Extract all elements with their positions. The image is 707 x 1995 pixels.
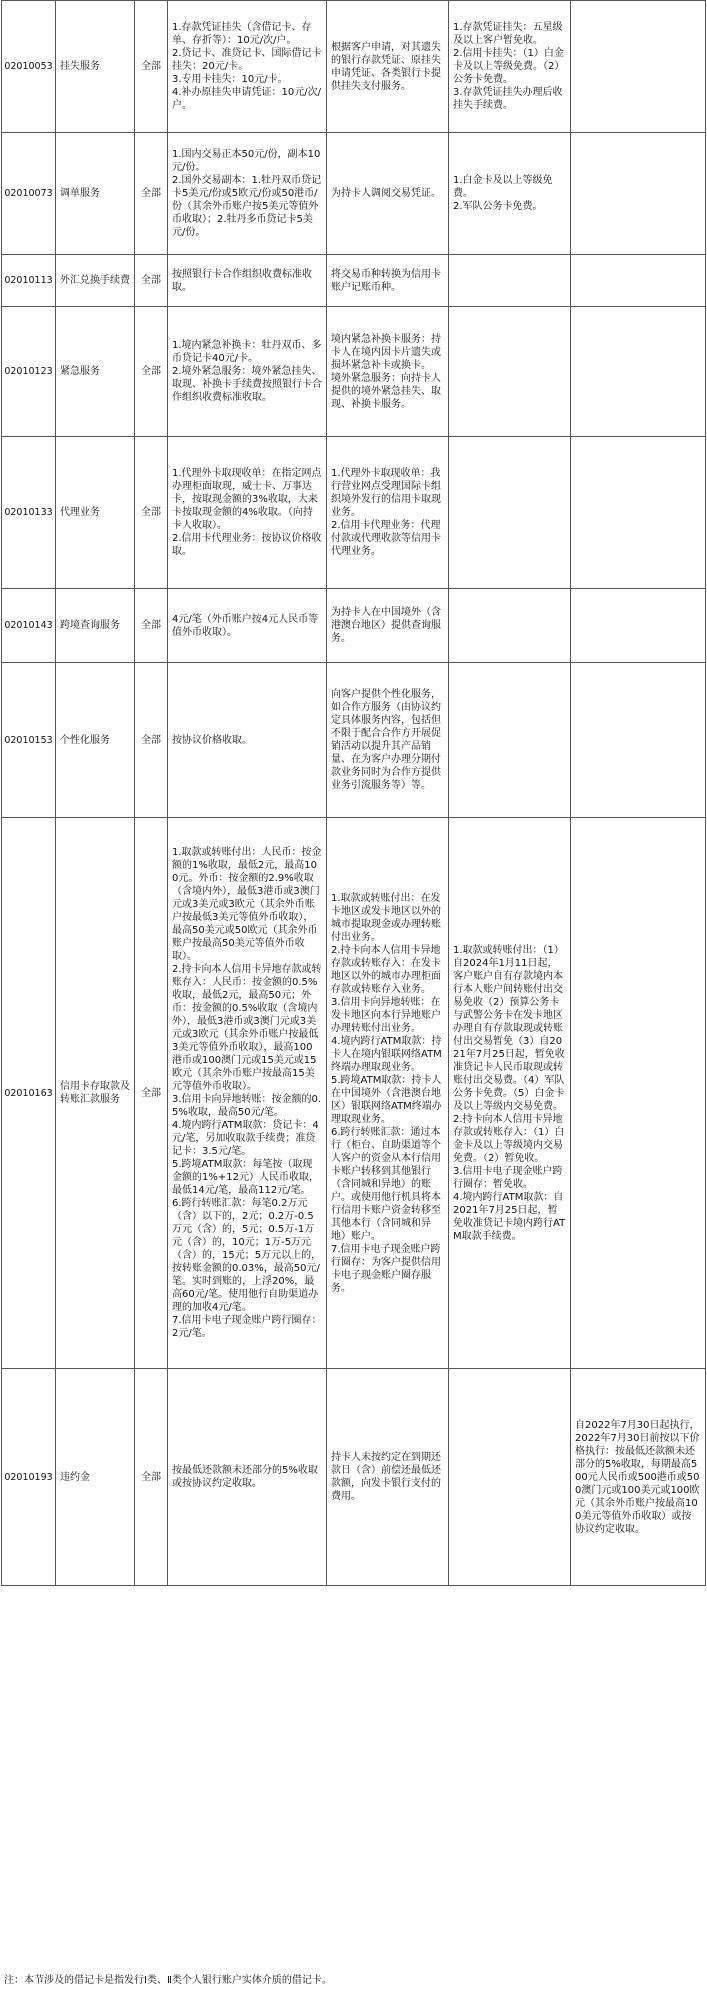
cell-line: 3.信用卡向异地转账：按金额的0.5%收取，最高50元/笔。 xyxy=(172,1094,322,1118)
cell-line: 3.信用卡向异地转账：在发卡地区向本行异地账户办理转账付出业务。 xyxy=(331,996,441,1034)
cell-line: 3.专用卡挂失：10元/卡。 xyxy=(172,74,288,85)
service-description xyxy=(327,1369,449,1586)
cell-line: 1.代理外卡取现收单：在指定网点办理柜面取现，威士卡、万事达卡，按取现金额的3%收取，大来卡按取现金额的4%收取。（向持卡人收取）。 xyxy=(172,468,322,531)
cell-line: 按最低还款额未还部分的5%收取或按协议约定收取。 xyxy=(172,1465,318,1489)
item-name: 个性化服务 xyxy=(56,663,135,818)
fee-standard xyxy=(168,437,327,589)
service-description xyxy=(327,589,449,663)
cell-line: 2.持卡向本人信用卡异地存款或转账存入：（1）白金卡及以上等级境内交易免费。（2）暂免收。 xyxy=(453,1113,565,1164)
discount-policy xyxy=(449,589,571,663)
cell-line: 为持卡人在中国境外（含港澳台地区）提供查询服务。 xyxy=(331,607,441,644)
cell-line: 2.国外交易副本：1.牡丹双币贷记卡5美元/份或5欧元/份或50港币/份（其余外币账户按5美元等值外币收取）；2.牡丹多币贷记卡5美元/份。 xyxy=(172,175,322,238)
table-row xyxy=(2,1369,706,1586)
item-name: 代理业务 xyxy=(56,437,135,589)
cell-line: 4.境内跨行ATM取款：贷记卡：4元/笔，另加收取款手续费；准贷记卡：3.5元/笔。 xyxy=(172,1120,319,1157)
item-scope: 全部 xyxy=(135,818,168,1369)
cell-line: 持卡人未按约定在到期还款日（含）前偿还最低还款额，向发卡银行支付的费用。 xyxy=(331,1452,441,1502)
service-description xyxy=(327,1,449,133)
cell-line: 1.存款凭证挂失：五星级及以上客户暂免收。 xyxy=(453,22,563,46)
item-code: 02010153 xyxy=(2,663,56,818)
cell-line: 向客户提供个性化服务，如合作方服务（由协议约定具体服务内容，包括但不限于配合合作方开展促销活动以提升其产品销量、在为客户办理分期付款业务同时为合作方提供业务引流服务等）等。 xyxy=(331,689,441,791)
table-row xyxy=(2,818,706,1369)
item-scope: 全部 xyxy=(135,589,168,663)
cell-line: 7.信用卡电子现金账户跨行圈存：为客户提供信用卡电子现金账户圈存服务。 xyxy=(331,1243,441,1294)
item-scope: 全部 xyxy=(135,307,168,437)
cell-line: 按协议价格收取。 xyxy=(172,734,252,746)
remark: 自2022年7月30日起执行，2022年7月30日前按以下价格执行：按最低还款额未还部分的5%收取，每期最高500元人民币或500港币或500澳门元或100美元或100欧元（其余外币账户按最高100美元等值外币收取）或按协议约定收取。 xyxy=(571,1369,706,1586)
footnote: 注：本节涉及的借记卡是指发行Ⅰ类、Ⅱ类个人银行账户实体介质的借记卡。 xyxy=(4,1975,332,1986)
item-scope: 全部 xyxy=(135,255,168,307)
discount-policy xyxy=(449,1,571,133)
cell-line: 4.补办原挂失申请凭证：10元/次/户。 xyxy=(172,87,322,111)
discount-policy xyxy=(449,1369,571,1586)
cell-line: 根据客户申请，对其遗失的银行存款凭证、原挂失申请凭证、各类银行卡提供挂失支付服务。 xyxy=(331,41,441,92)
table-row xyxy=(2,437,706,589)
item-name: 调单服务 xyxy=(56,133,135,255)
fee-standard xyxy=(168,663,327,818)
cell-line: 6.跨行转账汇款：每笔0.2万元（含）以下的，2元；0.2万-0.5万元（含）的，5元；0.5万-1万元（含）的，10元；1万-5万元（含）的，15元；5万元以上的，按转账金额的0.03%，最高50元/笔。实时到账的，上浮20%，最高60元/笔。使用他行自助渠道办理的加收4元/笔。 xyxy=(172,1198,322,1313)
item-code: 02010133 xyxy=(2,437,56,589)
item-scope: 全部 xyxy=(135,437,168,589)
service-description xyxy=(327,818,449,1369)
item-code: 02010193 xyxy=(2,1369,56,1586)
item-scope: 全部 xyxy=(135,1369,168,1586)
item-code: 02010113 xyxy=(2,255,56,307)
fee-standard xyxy=(168,818,327,1369)
cell-line: 3.信用卡电子现金账户跨行圈存：暂免收。 xyxy=(453,1165,563,1190)
table-row xyxy=(2,663,706,818)
cell-line: 1.存款凭证挂失（含借记卡、存单、存折等）：10元/次/户。 xyxy=(172,22,312,46)
service-description xyxy=(327,133,449,255)
item-name: 跨境查询服务 xyxy=(56,589,135,663)
fee-standard xyxy=(168,133,327,255)
remark xyxy=(571,133,706,255)
table-row xyxy=(2,589,706,663)
item-name: 违约金 xyxy=(56,1369,135,1586)
cell-line: 1.取款或转账付出：（1）自2024年1月11日起，客户账户自有存款境内本行本人账户间转账付出交易免收（2）预算公务卡与武警公务卡在发卡地区办理自有存款取现或转账付出交易暂免（3）自2021年7月25日起，暂免收准贷记卡人民币取现或转账付出交易费。（4）军队公务卡免费。（5）白金卡及以上等级内交易免费。 xyxy=(453,944,565,1112)
cell-line: 5.跨境ATM取款：持卡人在中国境外（含港澳台地区）银联网络ATM终端办理取现业务。 xyxy=(331,1074,442,1125)
remark xyxy=(571,437,706,589)
item-scope: 全部 xyxy=(135,663,168,818)
discount-policy xyxy=(449,818,571,1369)
fee-standard xyxy=(168,1369,327,1586)
discount-policy xyxy=(449,663,571,818)
item-code: 02010163 xyxy=(2,818,56,1369)
item-code: 02010123 xyxy=(2,307,56,437)
table-row xyxy=(2,1,706,133)
remark xyxy=(571,589,706,663)
remark xyxy=(571,255,706,307)
table-row xyxy=(2,307,706,437)
cell-line: 2.贷记卡、准贷记卡、国际借记卡挂失：20元/卡。 xyxy=(172,48,322,72)
item-code: 02010053 xyxy=(2,1,56,133)
cell-line: 2.信用卡代理业务：按协议价格收取。 xyxy=(172,533,322,557)
fee-standard xyxy=(168,1,327,133)
fee-standard xyxy=(168,307,327,437)
cell-line: 4元/笔（外币账户按4元人民币等值外币收取）。 xyxy=(172,613,319,638)
service-description xyxy=(327,307,449,437)
cell-line: 2.持卡向本人信用卡异地存款或转账存入：人民币：按金额的0.5%收取，最低2元，最高50元；外币：按金额的0.5%收取（含境内外），最低3港币或3澳门元或3美元或3欧元（其余外币账户按最低3美元等值外币收取），最高100港币或100澳门元或15美元或15欧元（其余外币账户按最高15美元等值外币收取）。 xyxy=(172,964,322,1092)
fee-standard xyxy=(168,589,327,663)
cell-line: 3.存款凭证挂失办理后收挂失手续费。 xyxy=(453,87,563,111)
cell-line: 1.白金卡及以上等级免费。 xyxy=(453,175,553,199)
cell-line: 2.信用卡挂失：（1）白金卡及以上等级免费。（2）公务卡免费。 xyxy=(453,48,565,85)
cell-line: 为持卡人调阅交易凭证。 xyxy=(331,188,441,199)
cell-line: 6.跨行转账汇款：通过本行（柜台、自助渠道等个人客户的资金从本行信用卡账户转移到其他银行（含同城和异地）的账户。或使用他行机具将本行信用卡账户资金转移至其他本行（含同城和异地）账户。 xyxy=(331,1126,441,1242)
remark xyxy=(571,818,706,1369)
item-scope: 全部 xyxy=(135,1,168,133)
discount-policy xyxy=(449,307,571,437)
cell-line: 将交易币种转换为信用卡账户记账币种。 xyxy=(331,268,441,293)
cell-line: 1.取款或转账付出：在发卡地区或发卡地区以外的城市提取现金或办理转账付出业务。 xyxy=(331,892,441,943)
fee-table xyxy=(1,0,706,1586)
remark xyxy=(571,663,706,818)
cell-line: 2.军队公务卡免费。 xyxy=(453,201,543,212)
discount-policy xyxy=(449,133,571,255)
cell-line: 2.信用卡代理业务：代理付款或代理收款等信用卡代理业务。 xyxy=(331,520,441,557)
cell-line: 1.代理外卡取现收单：我行营业网点受理国际卡组织境外发行的信用卡取现业务。 xyxy=(331,468,441,518)
item-code: 02010073 xyxy=(2,133,56,255)
service-description xyxy=(327,255,449,307)
item-name: 外汇兑换手续费 xyxy=(56,255,135,307)
item-scope: 全部 xyxy=(135,133,168,255)
service-description xyxy=(327,663,449,818)
cell-line: 2.境外紧急服务：境外紧急挂失、取现、补换卡手续费按照银行卡合作组织收费标准收取。 xyxy=(172,366,322,403)
cell-line: 7.信用卡电子现金账户跨行圈存：2元/笔。 xyxy=(172,1315,322,1339)
discount-policy xyxy=(449,437,571,589)
cell-line: 按照银行卡合作组织收费标准收取。 xyxy=(172,268,312,293)
cell-line: 境外紧急服务：向持卡人提供的境外紧急挂失、取现、补换卡服务。 xyxy=(331,372,441,410)
table-row xyxy=(2,133,706,255)
remark xyxy=(571,1,706,133)
cell-line: 4.境内跨行ATM取款：持卡人在境内银联网络ATM终端办理取现业务。 xyxy=(331,1035,442,1073)
item-name: 挂失服务 xyxy=(56,1,135,133)
item-code: 02010143 xyxy=(2,589,56,663)
discount-policy xyxy=(449,255,571,307)
cell-line: 1.境内紧急补换卡：牡丹双币、多币贷记卡40元/卡。 xyxy=(172,340,322,364)
cell-line: 境内紧急补换卡服务：持卡人在境内因卡片遗失或损坏紧急补卡或换卡。 xyxy=(331,333,441,371)
item-name: 信用卡存取款及转账汇款服务 xyxy=(56,818,135,1369)
fee-standard xyxy=(168,255,327,307)
cell-line: 5.跨境ATM取款：每笔按（取现金额的1%+12元）人民币收取，最低14元/笔，最高112元/笔。 xyxy=(172,1159,319,1196)
remark xyxy=(571,307,706,437)
cell-line: 1.取款或转账付出：人民币：按金额的1%收取，最低2元，最高100元。外币：按金额的2.9%收取（含境内外），最低3港币或3澳门元或3美元或3欧元（其余外币账户按最低3美元等值外币收取），最高50美元或50欧元（其余外币账户按最高50美元等值外币收取）。 xyxy=(172,847,322,962)
cell-line: 2.持卡向本人信用卡异地存款或转账存入：在发卡地区以外的城市办理柜面存款或转账存入业务。 xyxy=(331,944,441,995)
service-description xyxy=(327,437,449,589)
cell-line: 1.国内交易正本50元/份，副本10元/份。 xyxy=(172,149,321,173)
cell-line: 4.境内跨行ATM取款：自2021年7月25日起，暂免收准贷记卡境内跨行ATM取款手续费。 xyxy=(453,1191,566,1242)
fee-table-body xyxy=(2,1,706,1586)
item-name: 紧急服务 xyxy=(56,307,135,437)
table-row xyxy=(2,255,706,307)
